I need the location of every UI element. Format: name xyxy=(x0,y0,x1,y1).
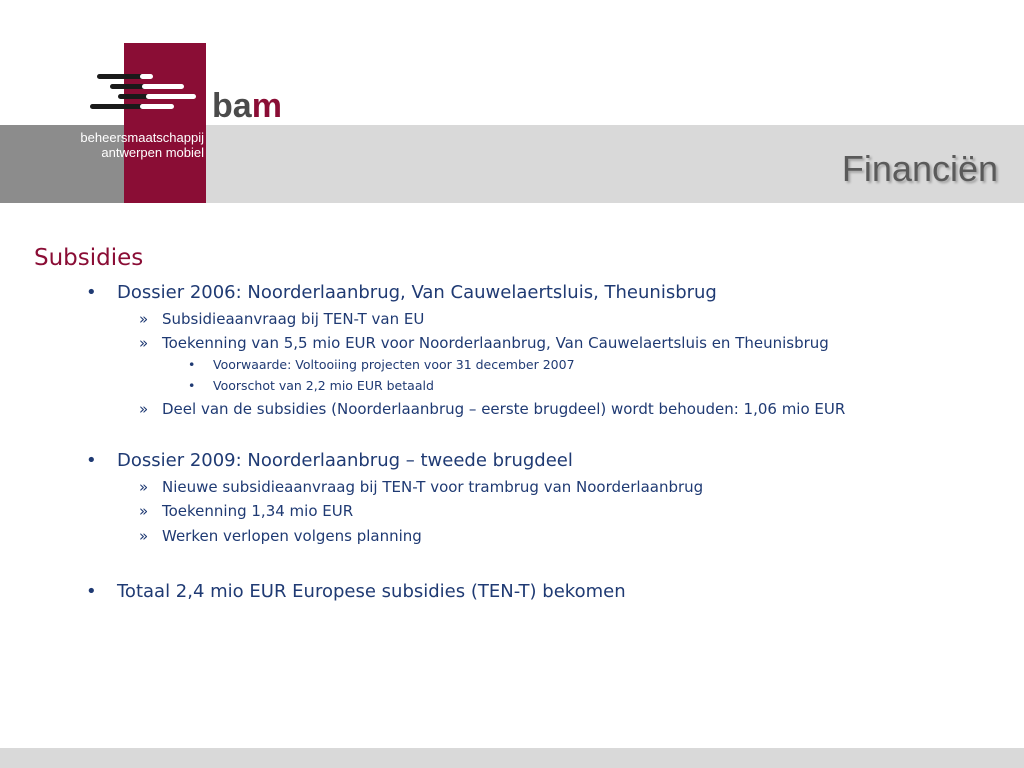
sub-bullet-item xyxy=(139,502,353,520)
logo-stripe xyxy=(140,74,153,79)
bullet-text: Dossier 2006: Noorderlaanbrug, Van Cauwelaertsluis, Theunisbrug xyxy=(117,282,717,303)
sub-bullet-marker: » xyxy=(139,334,149,352)
sub-bullet-text: Subsidieaanvraag bij TEN-T van EU xyxy=(162,310,425,328)
bullet-marker: • xyxy=(86,581,97,602)
sub-bullet-item xyxy=(139,400,845,418)
logo-wordmark xyxy=(212,86,282,126)
sub-sub-bullet-item xyxy=(188,378,434,393)
logo-tagline-line: antwerpen mobiel xyxy=(101,145,204,160)
logo-tagline-line: beheersmaatschappij xyxy=(80,130,204,145)
bullet-item xyxy=(86,282,717,303)
logo-stripe xyxy=(142,84,184,89)
sub-bullet-item xyxy=(139,527,422,545)
sub-bullet-text: Toekenning 1,34 mio EUR xyxy=(162,502,354,520)
sub-bullet-item xyxy=(139,478,703,496)
sub-bullet-marker: » xyxy=(139,400,149,418)
footer-band xyxy=(0,748,1024,768)
sub-bullet-text: Werken verlopen volgens planning xyxy=(162,527,422,545)
bullet-text: Totaal 2,4 mio EUR Europese subsidies (TEN-T) bekomen xyxy=(117,581,626,602)
logo-red-block xyxy=(124,43,206,203)
logo-wordmark-part: ba xyxy=(212,87,252,125)
bullet-marker: • xyxy=(86,450,97,471)
sub-bullet-item xyxy=(139,310,424,328)
sub-bullet-text: Deel van de subsidies (Noorderlaanbrug – eerste brugdeel) wordt behouden: 1,06 mio EUR xyxy=(162,400,846,418)
sub-bullet-marker: » xyxy=(139,527,149,545)
sub-sub-bullet-text: Voorschot van 2,2 mio EUR betaald xyxy=(213,378,434,393)
logo-stripe xyxy=(146,94,196,99)
sub-bullet-marker: » xyxy=(139,502,149,520)
sub-bullet-item xyxy=(139,334,829,352)
sub-sub-bullet-marker: • xyxy=(188,378,196,393)
sub-sub-bullet-text: Voorwaarde: Voltooiing projecten voor 31 december 2007 xyxy=(213,357,575,372)
logo-wordmark-accent: m xyxy=(251,87,282,125)
sub-bullet-marker: » xyxy=(139,310,149,328)
bullet-item xyxy=(86,581,626,602)
sub-bullet-marker: » xyxy=(139,478,149,496)
sub-bullet-text: Nieuwe subsidieaanvraag bij TEN-T voor trambrug van Noorderlaanbrug xyxy=(162,478,704,496)
section-heading: Subsidies xyxy=(34,245,144,271)
sub-bullet-text: Toekenning van 5,5 mio EUR voor Noorderlaanbrug, Van Cauwelaertsluis en Theunisbrug xyxy=(162,334,829,352)
logo-stripe xyxy=(140,104,174,109)
bullet-text: Dossier 2009: Noorderlaanbrug – tweede brugdeel xyxy=(117,450,573,471)
bullet-marker: • xyxy=(86,282,97,303)
logo-tagline xyxy=(80,130,204,160)
sub-sub-bullet-marker: • xyxy=(188,357,196,372)
bullet-item xyxy=(86,450,573,471)
sub-sub-bullet-item xyxy=(188,357,575,372)
slide-title: Financiën xyxy=(841,148,998,189)
